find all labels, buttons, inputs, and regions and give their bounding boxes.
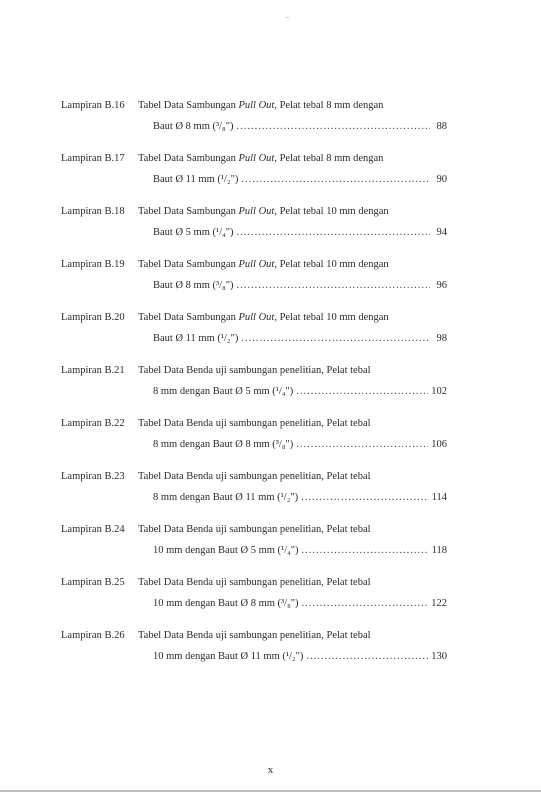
entry-page-number: 130 <box>431 651 447 662</box>
table-of-contents <box>61 100 447 683</box>
entry-detail: 8 mm dengan Baut Ø 5 mm (¹/₄") <box>153 386 294 397</box>
entry-label: Lampiran B.23 <box>61 471 125 482</box>
dot-leader <box>296 386 428 397</box>
entry-title-italic: Pull Out <box>238 153 275 164</box>
entry-detail-line <box>153 545 447 556</box>
entry-title-italic: Pull Out <box>238 206 275 217</box>
entry-title-text: Tabel Data Sambungan <box>138 312 239 323</box>
entry-label: Lampiran B.21 <box>61 365 125 376</box>
dot-leader <box>306 651 428 662</box>
toc-entry[interactable] <box>61 471 447 524</box>
dot-leader <box>237 121 430 132</box>
entry-title-rest: Pelat tebal 8 mm dengan <box>276 100 384 111</box>
entry-title <box>138 471 371 482</box>
entry-title <box>138 153 383 164</box>
entry-page-number: 90 <box>436 174 447 185</box>
entry-title <box>138 206 389 217</box>
entry-label: Lampiran B.16 <box>61 100 125 111</box>
entry-page-number: 118 <box>431 545 447 556</box>
entry-label: Lampiran B.20 <box>61 312 125 323</box>
toc-entry[interactable] <box>61 259 447 312</box>
entry-label: Lampiran B.22 <box>61 418 125 429</box>
dot-leader <box>237 227 430 238</box>
entry-title-text: Tabel Data Sambungan <box>138 153 239 164</box>
entry-title-rest: , Pelat tebal 8 mm dengan <box>274 153 384 164</box>
entry-detail: Baut Ø 8 mm (³/₈") <box>153 280 234 291</box>
entry-detail-line <box>153 174 447 185</box>
entry-title-italic: Pull Out <box>238 259 275 270</box>
entry-detail: 10 mm dengan Baut Ø 11 mm (¹/₂") <box>153 651 304 662</box>
entry-label: Lampiran B.17 <box>61 153 125 164</box>
entry-title <box>138 630 371 641</box>
entry-title-rest: , Pelat tebal 10 mm dengan <box>274 206 389 217</box>
entry-title-text: Tabel Data Sambungan <box>138 259 239 270</box>
scan-speck <box>286 17 289 18</box>
toc-entry[interactable] <box>61 100 447 153</box>
dot-leader <box>241 174 430 185</box>
entry-detail-line <box>153 280 447 291</box>
toc-entry[interactable] <box>61 153 447 206</box>
entry-detail: Baut Ø 5 mm (¹/₄") <box>153 227 234 238</box>
dot-leader <box>302 545 429 556</box>
entry-title-text: Tabel Data Benda uji sambungan penelitian, Pelat tebal <box>138 630 371 641</box>
entry-title-text: Tabel Data Benda uji sambungan penelitian, Pelat tebal <box>138 418 371 429</box>
entry-page-number: 96 <box>436 280 447 291</box>
bottom-edge-line <box>0 790 541 792</box>
entry-page-number: 94 <box>436 227 447 238</box>
dot-leader <box>296 439 428 450</box>
entry-detail: Baut Ø 11 mm (¹/₂") <box>153 333 239 344</box>
entry-detail: Baut Ø 8 mm (³/₈") <box>153 121 234 132</box>
entry-title-text: Tabel Data Benda uji sambungan penelitian, Pelat tebal <box>138 365 371 376</box>
entry-label: Lampiran B.18 <box>61 206 125 217</box>
entry-title-rest: Pelat tebal 10 mm dengan <box>276 312 389 323</box>
entry-page-number: 98 <box>436 333 447 344</box>
entry-title-text: Tabel Data Benda uji sambungan penelitian, Pelat tebal <box>138 524 371 535</box>
toc-entry[interactable] <box>61 312 447 365</box>
entry-detail: Baut Ø 11 mm (¹/₂") <box>153 174 239 185</box>
entry-page-number: 106 <box>431 439 447 450</box>
entry-title-text: Tabel Data Sambungan <box>138 206 239 217</box>
entry-title-italic: Pull Out, <box>238 312 277 323</box>
entry-title <box>138 365 371 376</box>
entry-title <box>138 312 389 323</box>
entry-title-italic: Pull Out, <box>238 100 277 111</box>
toc-entry[interactable] <box>61 577 447 630</box>
entry-detail-line <box>153 333 447 344</box>
entry-page-number: 88 <box>436 121 447 132</box>
toc-entry[interactable] <box>61 630 447 683</box>
entry-title-text: Tabel Data Benda uji sambungan penelitian, Pelat tebal <box>138 577 371 588</box>
entry-page-number: 122 <box>431 598 447 609</box>
entry-label: Lampiran B.19 <box>61 259 125 270</box>
entry-title <box>138 524 371 535</box>
entry-title <box>138 577 371 588</box>
entry-detail: 8 mm dengan Baut Ø 11 mm (¹/₂") <box>153 492 299 503</box>
entry-detail-line <box>153 227 447 238</box>
entry-detail-line <box>153 651 447 662</box>
toc-entry[interactable] <box>61 418 447 471</box>
entry-detail-line <box>153 121 447 132</box>
entry-detail-line <box>153 439 447 450</box>
entry-detail: 10 mm dengan Baut Ø 5 mm (¹/₄") <box>153 545 299 556</box>
entry-title <box>138 259 389 270</box>
entry-detail: 10 mm dengan Baut Ø 8 mm (³/₈") <box>153 598 299 609</box>
toc-entry[interactable] <box>61 365 447 418</box>
entry-label: Lampiran B.26 <box>61 630 125 641</box>
entry-title <box>138 100 383 111</box>
entry-detail: 8 mm dengan Baut Ø 8 mm (³/₈") <box>153 439 294 450</box>
dot-leader <box>301 492 428 503</box>
toc-entry[interactable] <box>61 206 447 259</box>
entry-title-rest: , Pelat tebal 10 mm dengan <box>274 259 389 270</box>
entry-page-number: 102 <box>431 386 447 397</box>
entry-detail-line <box>153 598 447 609</box>
entry-label: Lampiran B.25 <box>61 577 125 588</box>
dot-leader <box>237 280 430 291</box>
entry-title <box>138 418 371 429</box>
dot-leader <box>241 333 430 344</box>
entry-title-text: Tabel Data Benda uji sambungan penelitian, Pelat tebal <box>138 471 371 482</box>
entry-page-number: 114 <box>431 492 447 503</box>
page-number: x <box>267 764 274 776</box>
entry-detail-line <box>153 386 447 397</box>
entry-label: Lampiran B.24 <box>61 524 125 535</box>
entry-detail-line <box>153 492 447 503</box>
dot-leader <box>302 598 429 609</box>
entry-title-text: Tabel Data Sambungan <box>138 100 239 111</box>
toc-entry[interactable] <box>61 524 447 577</box>
